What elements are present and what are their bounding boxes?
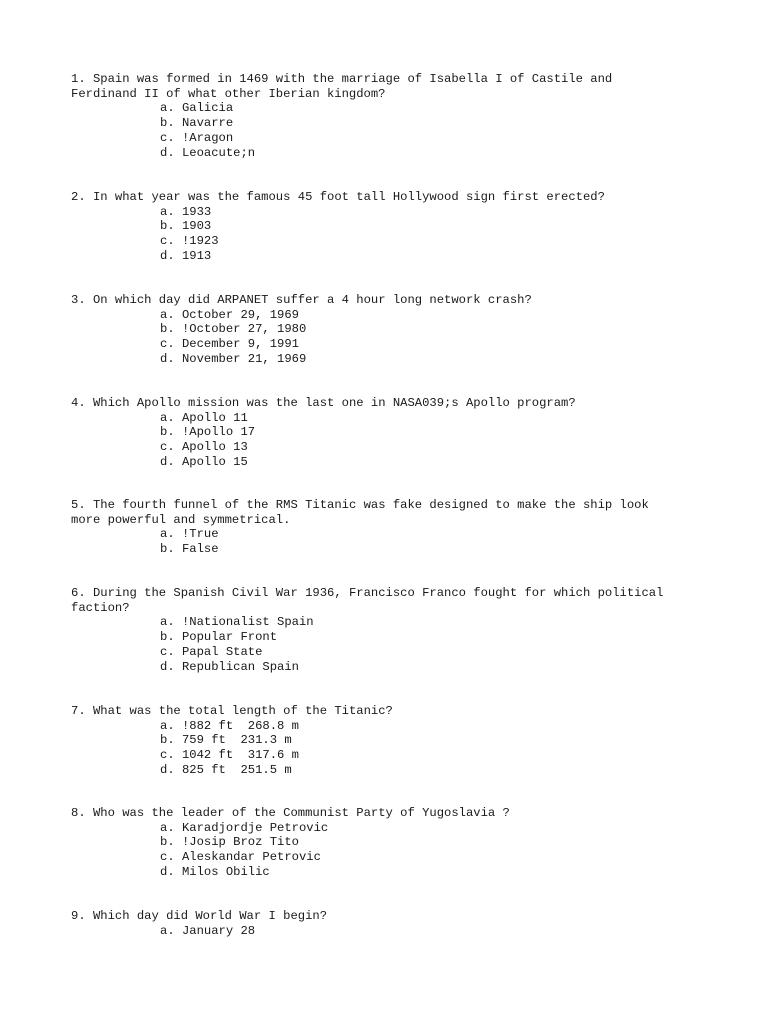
answer-options [71,101,711,160]
answer-options [71,411,711,470]
answer-option: d. November 21, 1969 [160,351,307,366]
answer-option: b. Popular Front [160,630,278,645]
answer-option: c. Papal State [160,644,263,659]
answer-options [71,719,711,778]
answer-options [71,821,711,880]
answer-option: c. 1042 ft 317.6 m [160,748,299,763]
answer-option: d. 1913 [160,248,212,263]
answer-option: a. Galicia [160,101,234,116]
question-2 [71,190,711,264]
answer-option: d. Leoacute;n [160,145,256,160]
answer-option: a. !882 ft 268.8 m [160,718,299,733]
question-number: 2. [71,190,86,204]
answer-option: b. !Josip Broz Tito [160,835,299,850]
question-prompt: During the Spanish Civil War 1936, Francisco Franco fought for which political faction? [71,586,664,615]
question-text [71,396,711,411]
question-text [71,806,711,821]
answer-option: b. 759 ft 231.3 m [160,733,292,748]
question-text [71,909,711,924]
question-number: 1. [71,72,86,86]
question-text [71,498,711,527]
answer-option: d. Republican Spain [160,659,299,674]
question-4 [71,396,711,470]
answer-options [71,308,711,367]
question-prompt: Who was the leader of the Communist Party of Yugoslavia ? [92,806,510,820]
answer-option: c. December 9, 1991 [160,337,299,352]
question-prompt: Which day did World War I begin? [92,909,328,923]
question-9 [71,909,711,938]
question-number: 4. [71,396,86,410]
question-number: 8. [71,806,86,820]
answer-options [71,615,711,674]
answer-option: a. October 29, 1969 [160,307,299,322]
question-prompt: In what year was the famous 45 foot tall Hollywood sign first erected? [92,190,605,204]
answer-option: d. Milos Obilic [160,864,270,879]
question-number: 5. [71,498,86,512]
question-number: 7. [71,704,86,718]
question-text [71,293,711,308]
answer-option: c. !Aragon [160,130,234,145]
question-prompt: On which day did ARPANET suffer a 4 hour long network crash? [92,293,532,307]
answer-option: a. 1933 [160,204,212,219]
question-text [71,72,711,101]
answer-option: b. !October 27, 1980 [160,322,307,337]
answer-option: b. False [160,542,219,557]
question-text [71,704,711,719]
question-number: 6. [71,586,86,600]
answer-option: a. !Nationalist Spain [160,615,314,630]
question-prompt: The fourth funnel of the RMS Titanic was fake designed to make the ship look more powerful and symmetrical. [71,498,649,527]
question-number: 3. [71,293,86,307]
answer-options [71,205,711,264]
answer-option: a. January 28 [160,923,256,938]
answer-option: b. !Apollo 17 [160,425,256,440]
answer-option: c. Aleskandar Petrovic [160,850,321,865]
question-6 [71,586,711,674]
question-7 [71,704,711,778]
question-prompt: Which Apollo mission was the last one in NASA039;s Apollo program? [92,396,576,410]
question-1 [71,72,711,160]
question-prompt: Spain was formed in 1469 with the marriage of Isabella I of Castile and Ferdinand II of what other Iberian kingdom? [71,72,613,101]
answer-option: a. Apollo 11 [160,410,248,425]
answer-option: d. 825 ft 251.5 m [160,762,292,777]
answer-options [71,527,711,556]
question-prompt: What was the total length of the Titanic? [92,704,393,718]
answer-option: a. Karadjordje Petrovic [160,820,329,835]
answer-options [71,924,711,939]
question-number: 9. [71,909,86,923]
question-8 [71,806,711,880]
question-text [71,586,711,615]
answer-option: c. Apollo 13 [160,440,248,455]
question-3 [71,293,711,367]
question-text [71,190,711,205]
answer-option: b. 1903 [160,219,212,234]
question-5 [71,498,711,557]
answer-option: a. !True [160,527,219,542]
answer-option: b. Navarre [160,116,234,131]
answer-option: d. Apollo 15 [160,454,248,469]
answer-option: c. !1923 [160,234,219,249]
